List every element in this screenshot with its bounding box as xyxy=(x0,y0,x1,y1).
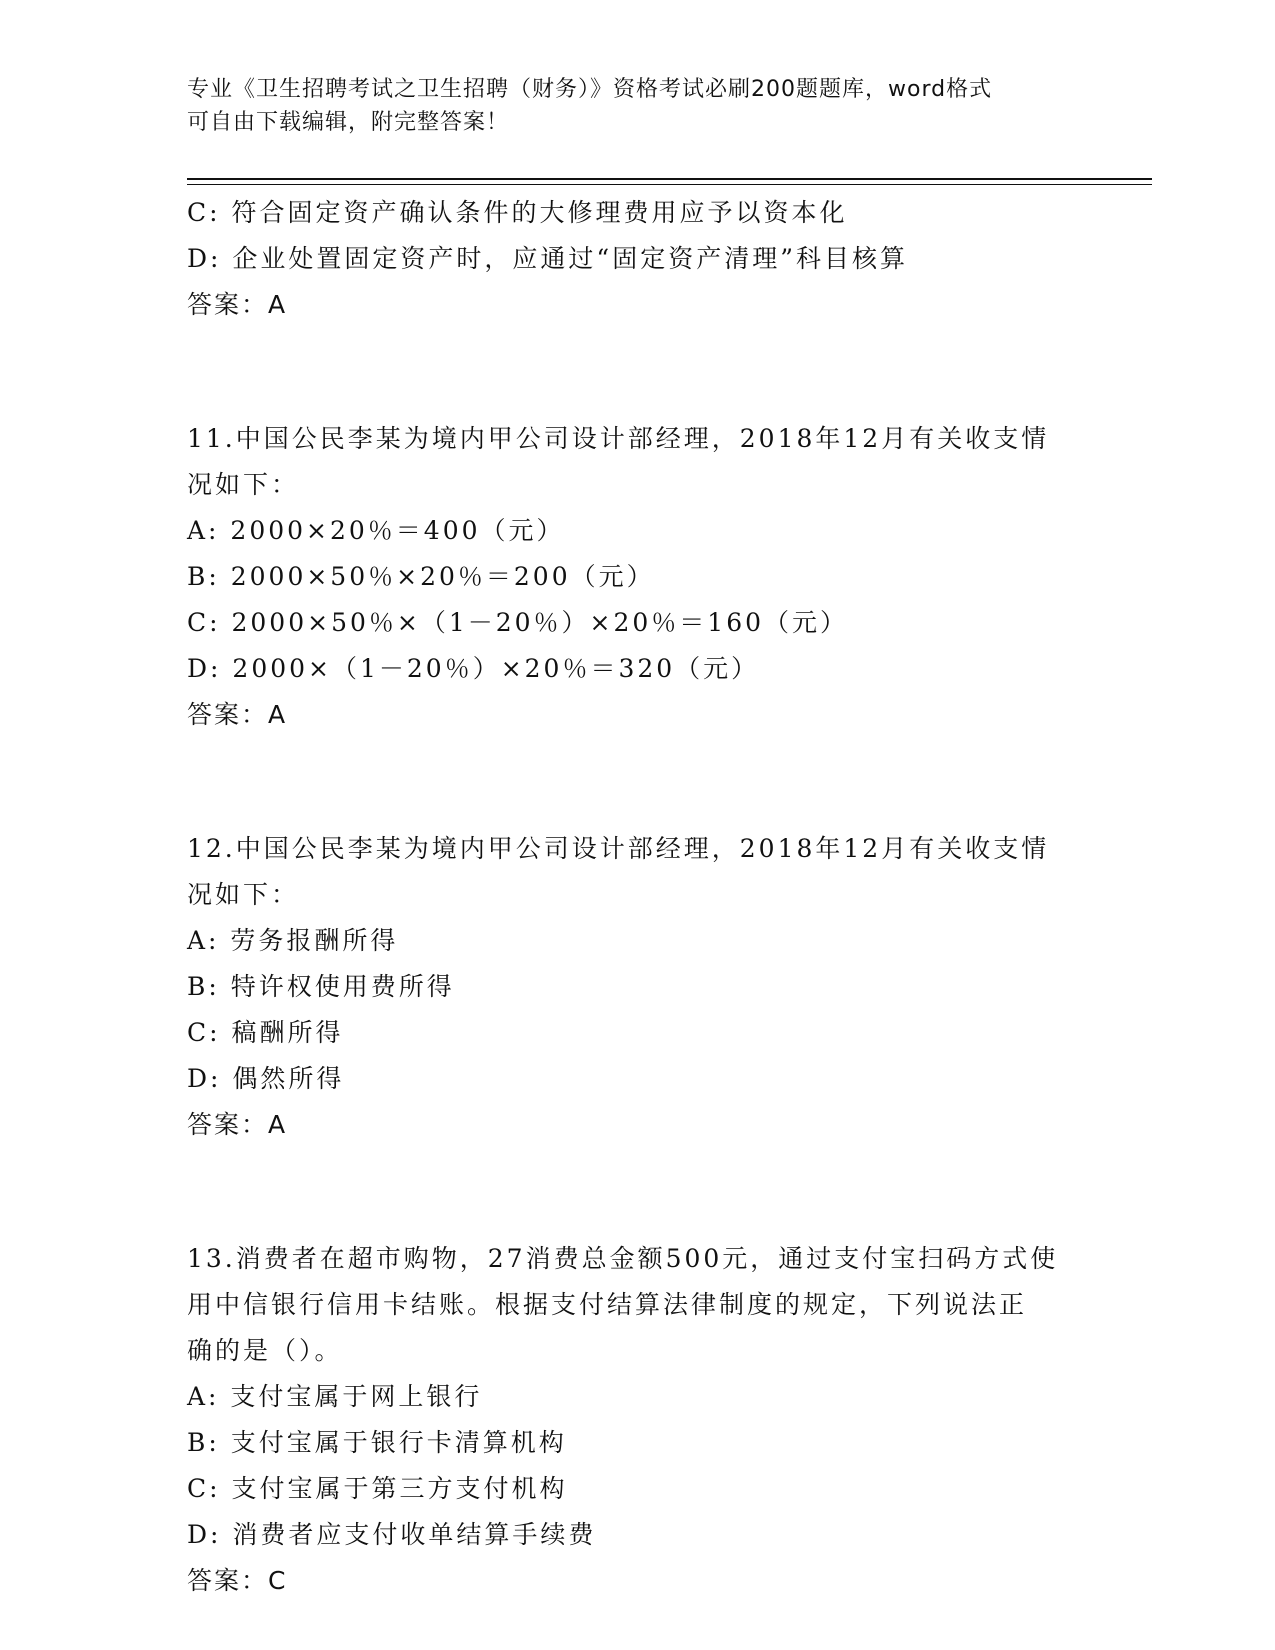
option-b: B: 支付宝属于银行卡清算机构 xyxy=(187,1428,567,1457)
document-header xyxy=(187,73,1067,139)
header-line-2: 可自由下载编辑，附完整答案！ xyxy=(187,110,510,135)
question-11 xyxy=(187,416,1087,738)
option-b: B: 2000×50％×20％＝200（元） xyxy=(187,562,655,591)
question-stem-line: 用中信银行信用卡结账。根据支付结算法律制度的规定，下列说法正 xyxy=(187,1290,1028,1319)
header-line-1: 专业《卫生招聘考试之卫生招聘（财务）》资格考试必刷200题题库，word格式 xyxy=(187,77,993,102)
option-d: D: 消费者应支付收单结算手续费 xyxy=(187,1520,597,1549)
option-a: A: 劳务报酬所得 xyxy=(187,926,399,955)
option-c: C: 支付宝属于第三方支付机构 xyxy=(187,1474,568,1503)
question-list xyxy=(187,190,1087,1604)
answer-line: 答案：A xyxy=(187,700,288,729)
option-c: C: 符合固定资产确认条件的大修理费用应予以资本化 xyxy=(187,198,848,227)
question-stem-line: 况如下： xyxy=(187,880,300,909)
question-stem-line: 12.中国公民李某为境内甲公司设计部经理，2018年12月有关收支情 xyxy=(187,834,1050,863)
option-a: A: 支付宝属于网上银行 xyxy=(187,1382,483,1411)
question-stem-line: 况如下： xyxy=(187,470,300,499)
question-stem-line: 确的是（）。 xyxy=(187,1336,343,1365)
question-fragment xyxy=(187,190,1087,328)
answer-line: 答案：A xyxy=(187,1110,288,1139)
option-d: D: 偶然所得 xyxy=(187,1064,345,1093)
answer-line: 答案：C xyxy=(187,1566,288,1595)
question-12 xyxy=(187,826,1087,1148)
option-c: C: 稿酬所得 xyxy=(187,1018,344,1047)
answer-line: 答案：A xyxy=(187,290,288,319)
option-a: A: 2000×20％＝400（元） xyxy=(187,516,565,545)
question-13 xyxy=(187,1236,1087,1604)
header-rule-thin xyxy=(187,184,1152,185)
option-d: D: 企业处置固定资产时，应通过“固定资产清理”科目核算 xyxy=(187,244,908,273)
option-c: C: 2000×50％×（1－20％）×20％＝160（元） xyxy=(187,608,849,637)
option-d: D: 2000×（1－20％）×20％＝320（元） xyxy=(187,654,760,683)
option-b: B: 特许权使用费所得 xyxy=(187,972,455,1001)
question-stem-line: 13.消费者在超市购物，27消费总金额500元，通过支付宝扫码方式使 xyxy=(187,1244,1059,1273)
header-rule-thick xyxy=(187,178,1152,180)
question-stem-line: 11.中国公民李某为境内甲公司设计部经理，2018年12月有关收支情 xyxy=(187,424,1050,453)
